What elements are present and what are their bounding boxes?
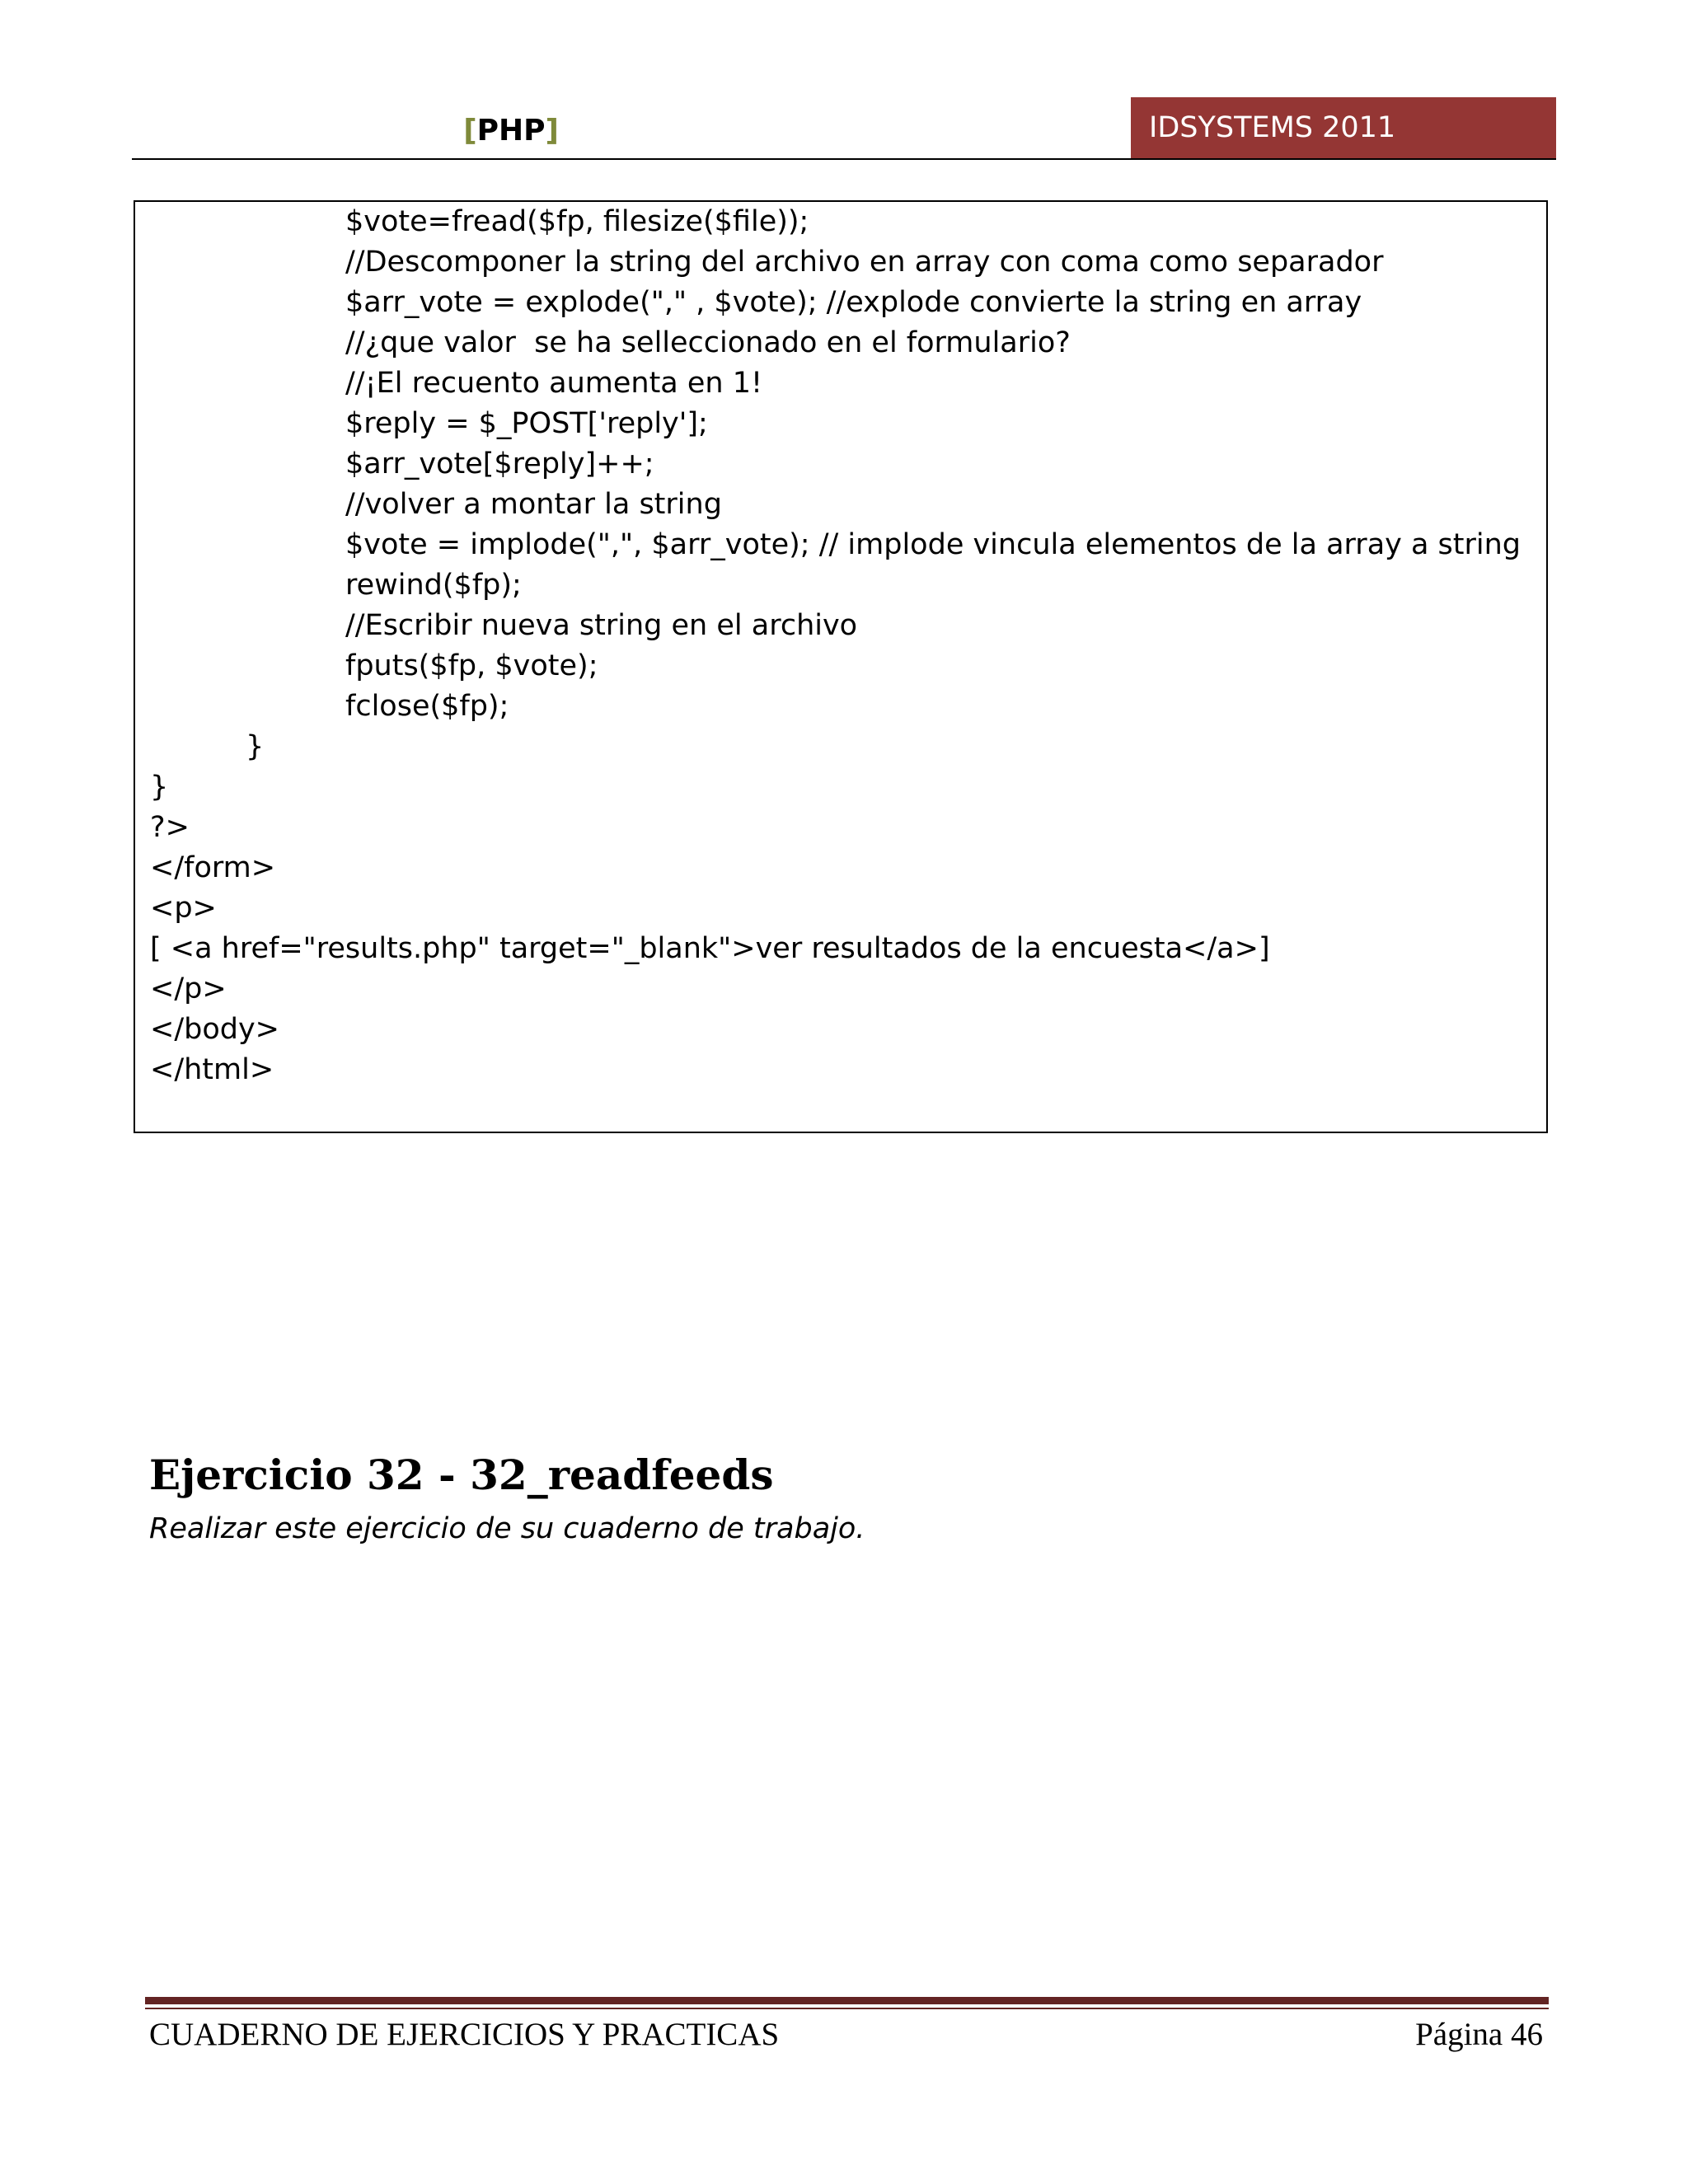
code-line: ?> xyxy=(150,811,190,844)
code-line: $vote = implode(",", $arr_vote); // implode vincula elementos de la array a string xyxy=(345,528,1522,561)
code-line: <p> xyxy=(150,892,217,925)
code-line: </form> xyxy=(150,851,276,884)
code-line: //volver a montar la string xyxy=(345,488,722,521)
footer-rule-thin xyxy=(145,2008,1549,2009)
code-line: } xyxy=(150,771,169,804)
code-line: $reply = $_POST['reply']; xyxy=(345,407,708,440)
code-line: $arr_vote = explode("," , $vote); //explode convierte la string en array xyxy=(345,286,1362,319)
code-listing-box xyxy=(134,200,1548,1133)
code-line: //Descomponer la string del archivo en array con coma como separador xyxy=(345,246,1384,279)
header-tag-label: PHP xyxy=(476,114,546,148)
code-line: $arr_vote[$reply]++; xyxy=(345,448,654,480)
bracket-open: [ xyxy=(463,114,477,148)
code-line: </html> xyxy=(150,1053,274,1086)
code-line: fclose($fp); xyxy=(345,690,509,723)
bracket-close: ] xyxy=(545,114,559,148)
exercise-instructions: Realizar este ejercicio de su cuaderno de trabajo. xyxy=(149,1512,865,1545)
code-line: } xyxy=(246,730,265,763)
footer-rule-thick xyxy=(145,1997,1549,2004)
code-line: fputs($fp, $vote); xyxy=(345,649,598,682)
code-line: //Escribir nueva string en el archivo xyxy=(345,609,858,642)
footer-book-title: CUADERNO DE EJERCICIOS Y PRACTICAS xyxy=(149,2017,780,2052)
header-tag xyxy=(463,107,559,155)
header-rule xyxy=(132,158,1556,160)
code-lines xyxy=(150,202,1538,1090)
code-line: [ <a href="results.php" target="_blank">ver resultados de la encuesta</a>] xyxy=(150,932,1270,965)
code-line: rewind($fp); xyxy=(345,569,522,602)
header-title: IDSYSTEMS 2011 xyxy=(1149,111,1396,144)
footer-page-number: Página 46 xyxy=(1415,2017,1543,2052)
code-line: //¿que valor se ha selleccionado en el formulario? xyxy=(345,326,1071,359)
code-line: </p> xyxy=(150,972,227,1005)
code-line: //¡El recuento aumenta en 1! xyxy=(345,367,763,400)
code-line: $vote=fread($fp, filesize($file)); xyxy=(345,205,809,238)
header-title-box xyxy=(1131,97,1556,159)
code-line: </body> xyxy=(150,1013,280,1046)
exercise-heading: Ejercicio 32 - 32_readfeeds xyxy=(149,1451,774,1499)
